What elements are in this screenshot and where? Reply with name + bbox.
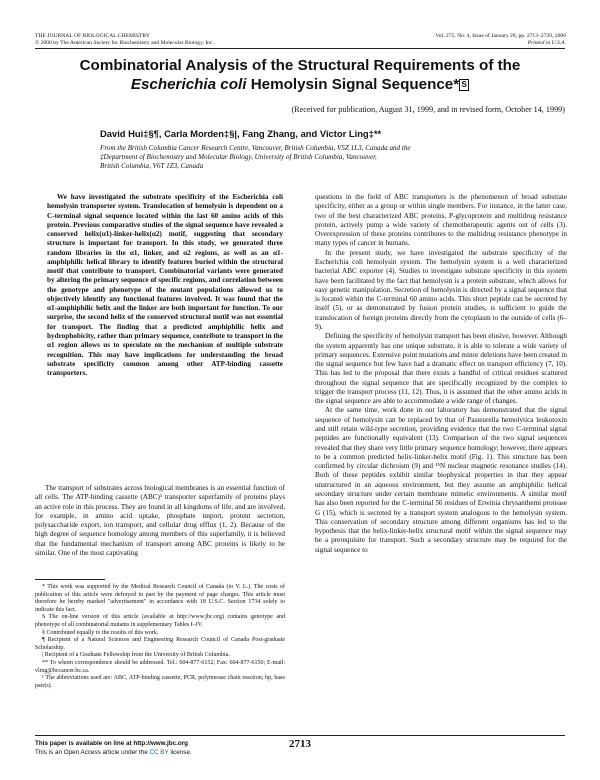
footnote-ubc: | Recipient of a Graduate Fellowship from the University of British Columbia. bbox=[42, 652, 230, 659]
footnote-rule bbox=[35, 579, 105, 580]
right-paragraph-1: questions in the field of ABC transporters is the phenomenon of broad substrate specificity, either as a group or within single members. For instance, in the latter case, two of the best characterized ABC proteins, P-glycoprotein and multidrug resistance protein, actively pump a wide variety of chemotherapeutic agents out of cells (3). Overexpression of these proteins contributes to the multidrug resistance phenotype in many types of cancer in humans. bbox=[315, 193, 567, 248]
running-header-left bbox=[35, 33, 214, 46]
affiliation-line-1: From the British Columbia Cancer Research Centre, Vancouver, British Columbia, V5Z 1L3, Canada and the bbox=[100, 144, 411, 152]
right-column bbox=[315, 193, 567, 555]
footnote-abbreviations: ¹ The abbreviations used are: ABC, ATP-binding cassette; PCR, polymerase chain reaction; bp, base pair(s). bbox=[35, 675, 285, 689]
intro-paragraph-1: The transport of substrates across biological membranes is an essential function of all cells. The ATP-binding cassette (ABC)¹ transporter superfamily of proteins plays an active role in this process. They are found in all kingdoms of life, and are involved, for example, in amino acid uptake, phosphate import, protein secretion, polysaccharide export, ion transport, and cellular drug efflux (1, 2). Because of the high degree of sequence homology among members of this superfamily, it is believed that the fundamental mechanism of transport among ABC proteins is likely to be similar. One of the most captivating bbox=[35, 484, 285, 557]
title-rest: Hemolysin Signal Sequence* bbox=[246, 75, 460, 93]
affiliations bbox=[100, 144, 540, 172]
footnote-funding: * This work was supported by the Medical Research Council of Canada (to V. L.). The costs of publication of this article were defrayed in part by the payment of page charges. This article must therefore be hereby marked "advertisement" in accordance with 18 U.S.C. Section 1734 solely to indicate this fact. bbox=[35, 584, 285, 613]
footnotes bbox=[35, 584, 285, 690]
abstract bbox=[47, 193, 283, 378]
printed-line: Printed in U.S.A. bbox=[527, 39, 566, 46]
supplementary-s-icon[interactable]: S bbox=[459, 79, 469, 91]
article-title bbox=[35, 57, 565, 94]
page-number: 2713 bbox=[289, 738, 311, 750]
right-paragraph-3: Defining the specificity of hemolysin transport has been elusive, however. Although the system apparently has one unique substrate, it is able to tolerate a wide variety of primary sequences. Extensive point mutations and minor deletions have been created in the signal sequence but few have had a dramatic effect on transport efficiency (7, 10). This has led to the proposal that there exists a handful of critical residues scattered throughout the signal sequence that are specifically recognized by the complex to trigger the transport process (11, 12). Thus, it is assumed that the other amino acids in the signal sequence are able to accommodate a wide range of changes. bbox=[315, 332, 567, 406]
received-dates: (Received for publication, August 31, 1999, and in revised form, October 14, 1999) bbox=[291, 105, 565, 114]
footnote-equal: § Contributed equally to the results of this work. bbox=[42, 629, 159, 636]
title-line-1: Combinatorial Analysis of the Structural Requirements of the bbox=[79, 57, 521, 74]
author-list: David Hui‡§¶, Carla Morden‡§|, Fang Zhang, and Victor Ling‡** bbox=[100, 128, 382, 139]
header-rule bbox=[35, 48, 565, 49]
footnote-nserc: ¶ Recipient of a Natural Sciences and Engineering Research Council of Canada Post-graduate Scholarship. bbox=[35, 637, 285, 651]
right-paragraph-4: At the same time, work done in our laboratory has demonstrated that the signal sequence of hemolysin can be replaced by that of Pasteurella hemolytica leukotoxin and still retain wild-type secretion, providing evidence that the two C-terminal signal peptides are functionally equivalent (13). Comparison of the two signal sequences revealed that they share very little primary sequence homology; however, there appears to be a common predicted helix-linker-helix motif (Fig. 1). This structure has been confirmed by circular dichroism (9) and ¹⁵N nuclear magnetic resonance studies (14). Both of these peptides exhibit similar biophysical properties in that they appear unstructured in an aqueous environment, but they assume an amphiphilic helical secondary structure under certain membrane mimetic environments. A similar motif has also been reported for the C-terminal 56 residues of Erwinia chrysanthemi protease G (15), which is secreted by a transport system analogous to the hemolysin system. This conservation of secondary structure among different organisms has led to the hypothesis that the helix-linker-helix structural motif within the signal sequence may be a prerequisite for transport. Such a secondary structure may be required for the signal sequence to bbox=[315, 406, 567, 554]
journal-name: THE JOURNAL OF BIOLOGICAL CHEMISTRY bbox=[35, 33, 150, 39]
affiliation-line-3: British Columbia, V6T 1Z3, Canada bbox=[100, 162, 204, 171]
right-paragraph-2: In the present study, we have investigated the substrate specificity of the Escherichia coli hemolysin system. The hemolysin system is a well characterized bacterial ABC exporter (4). Studies to investigate substrate specificity in this system have been facilitated by the fact that hemolysin is a protein substrate, which allows for easy genetic manipulation. Secretion of hemolysin is directed by a signal sequence that is located within the C-terminal 60 amino acids. This short peptide can be secreted by itself (5), or as demonstrated by fusion protein studies, is sufficient to guide the translocation of foreign proteins directly from the cytoplasm to the outside of cells (6–9). bbox=[315, 248, 567, 331]
running-header-right bbox=[435, 33, 566, 46]
affiliation-line-2: ‡Department of Biochemistry and Molecular Biology, University of British Columbia, Vancouver, bbox=[100, 153, 377, 162]
footnote-online: S The on-line version of this article (available at http://www.jbc.org) contains genotype and phenotype of all combinatorial mutants in supplementary Tables I–IV. bbox=[35, 614, 285, 628]
online-text: This paper is available on line at bbox=[35, 740, 134, 747]
volume-line: Vol. 275, No. 4, Issue of January 28, pp. 2713–2720, 2000 bbox=[435, 33, 566, 39]
cc-by-link[interactable]: CC BY bbox=[149, 749, 169, 756]
footnote-correspondence: ** To whom correspondence should be addressed. Tel.: 604-877-6152; Fax: 604-877-6150; E-mail: vling@bccancer.bc.ca. bbox=[35, 659, 285, 674]
license-text: license. bbox=[168, 749, 192, 756]
title-line-2 bbox=[35, 76, 565, 95]
journal-url[interactable]: http://www.jbc.org bbox=[133, 740, 189, 747]
abstract-text: We have investigated the substrate specificity of the Escherichia coli hemolysin transporter system. Translocation of hemolysin is dependent on a C-terminal signal sequence located within the last 60 amino acids of this protein. Previous comparative studies of the signal sequence have revealed a conserved helix(α1)-linker-helix(α2) motif, suggesting that secondary structure is important for transport. In this study, we generated three random libraries in the α1, linker, and α2 regions, as well as an α1-amphiphilic helical library to identify features buried within the structural motif that contribute to transport. Combinatorial variants were generated by altering the primary sequence of specific regions, and correlation between the genotype and phenotype of the mutant populations allowed us to objectively identify any functional features involved. It was found that the α1-amphiphilic helix and the linker are both important for function. To our surprise, the second helix of the conserved structural motif was not essential for transport. The finding that a predicted amphiphilic helix and hydrophobicity, rather than primary sequence, contribute to transport in the α1 region allows us to speculate on the mechanism of multiple substrate recognition. This may have implications for understanding the broad substrate specificity common among other ATP-binding cassette transporters. bbox=[47, 193, 283, 378]
open-access-text: This is an Open Access article under the bbox=[35, 749, 150, 756]
bottom-rule bbox=[35, 735, 565, 736]
copyright-line: © 2000 by The American Society for Biochemistry and Molecular Biology, Inc. bbox=[35, 39, 214, 46]
intro-left-column bbox=[35, 484, 285, 558]
title-organism: Escherichia coli bbox=[130, 75, 247, 93]
